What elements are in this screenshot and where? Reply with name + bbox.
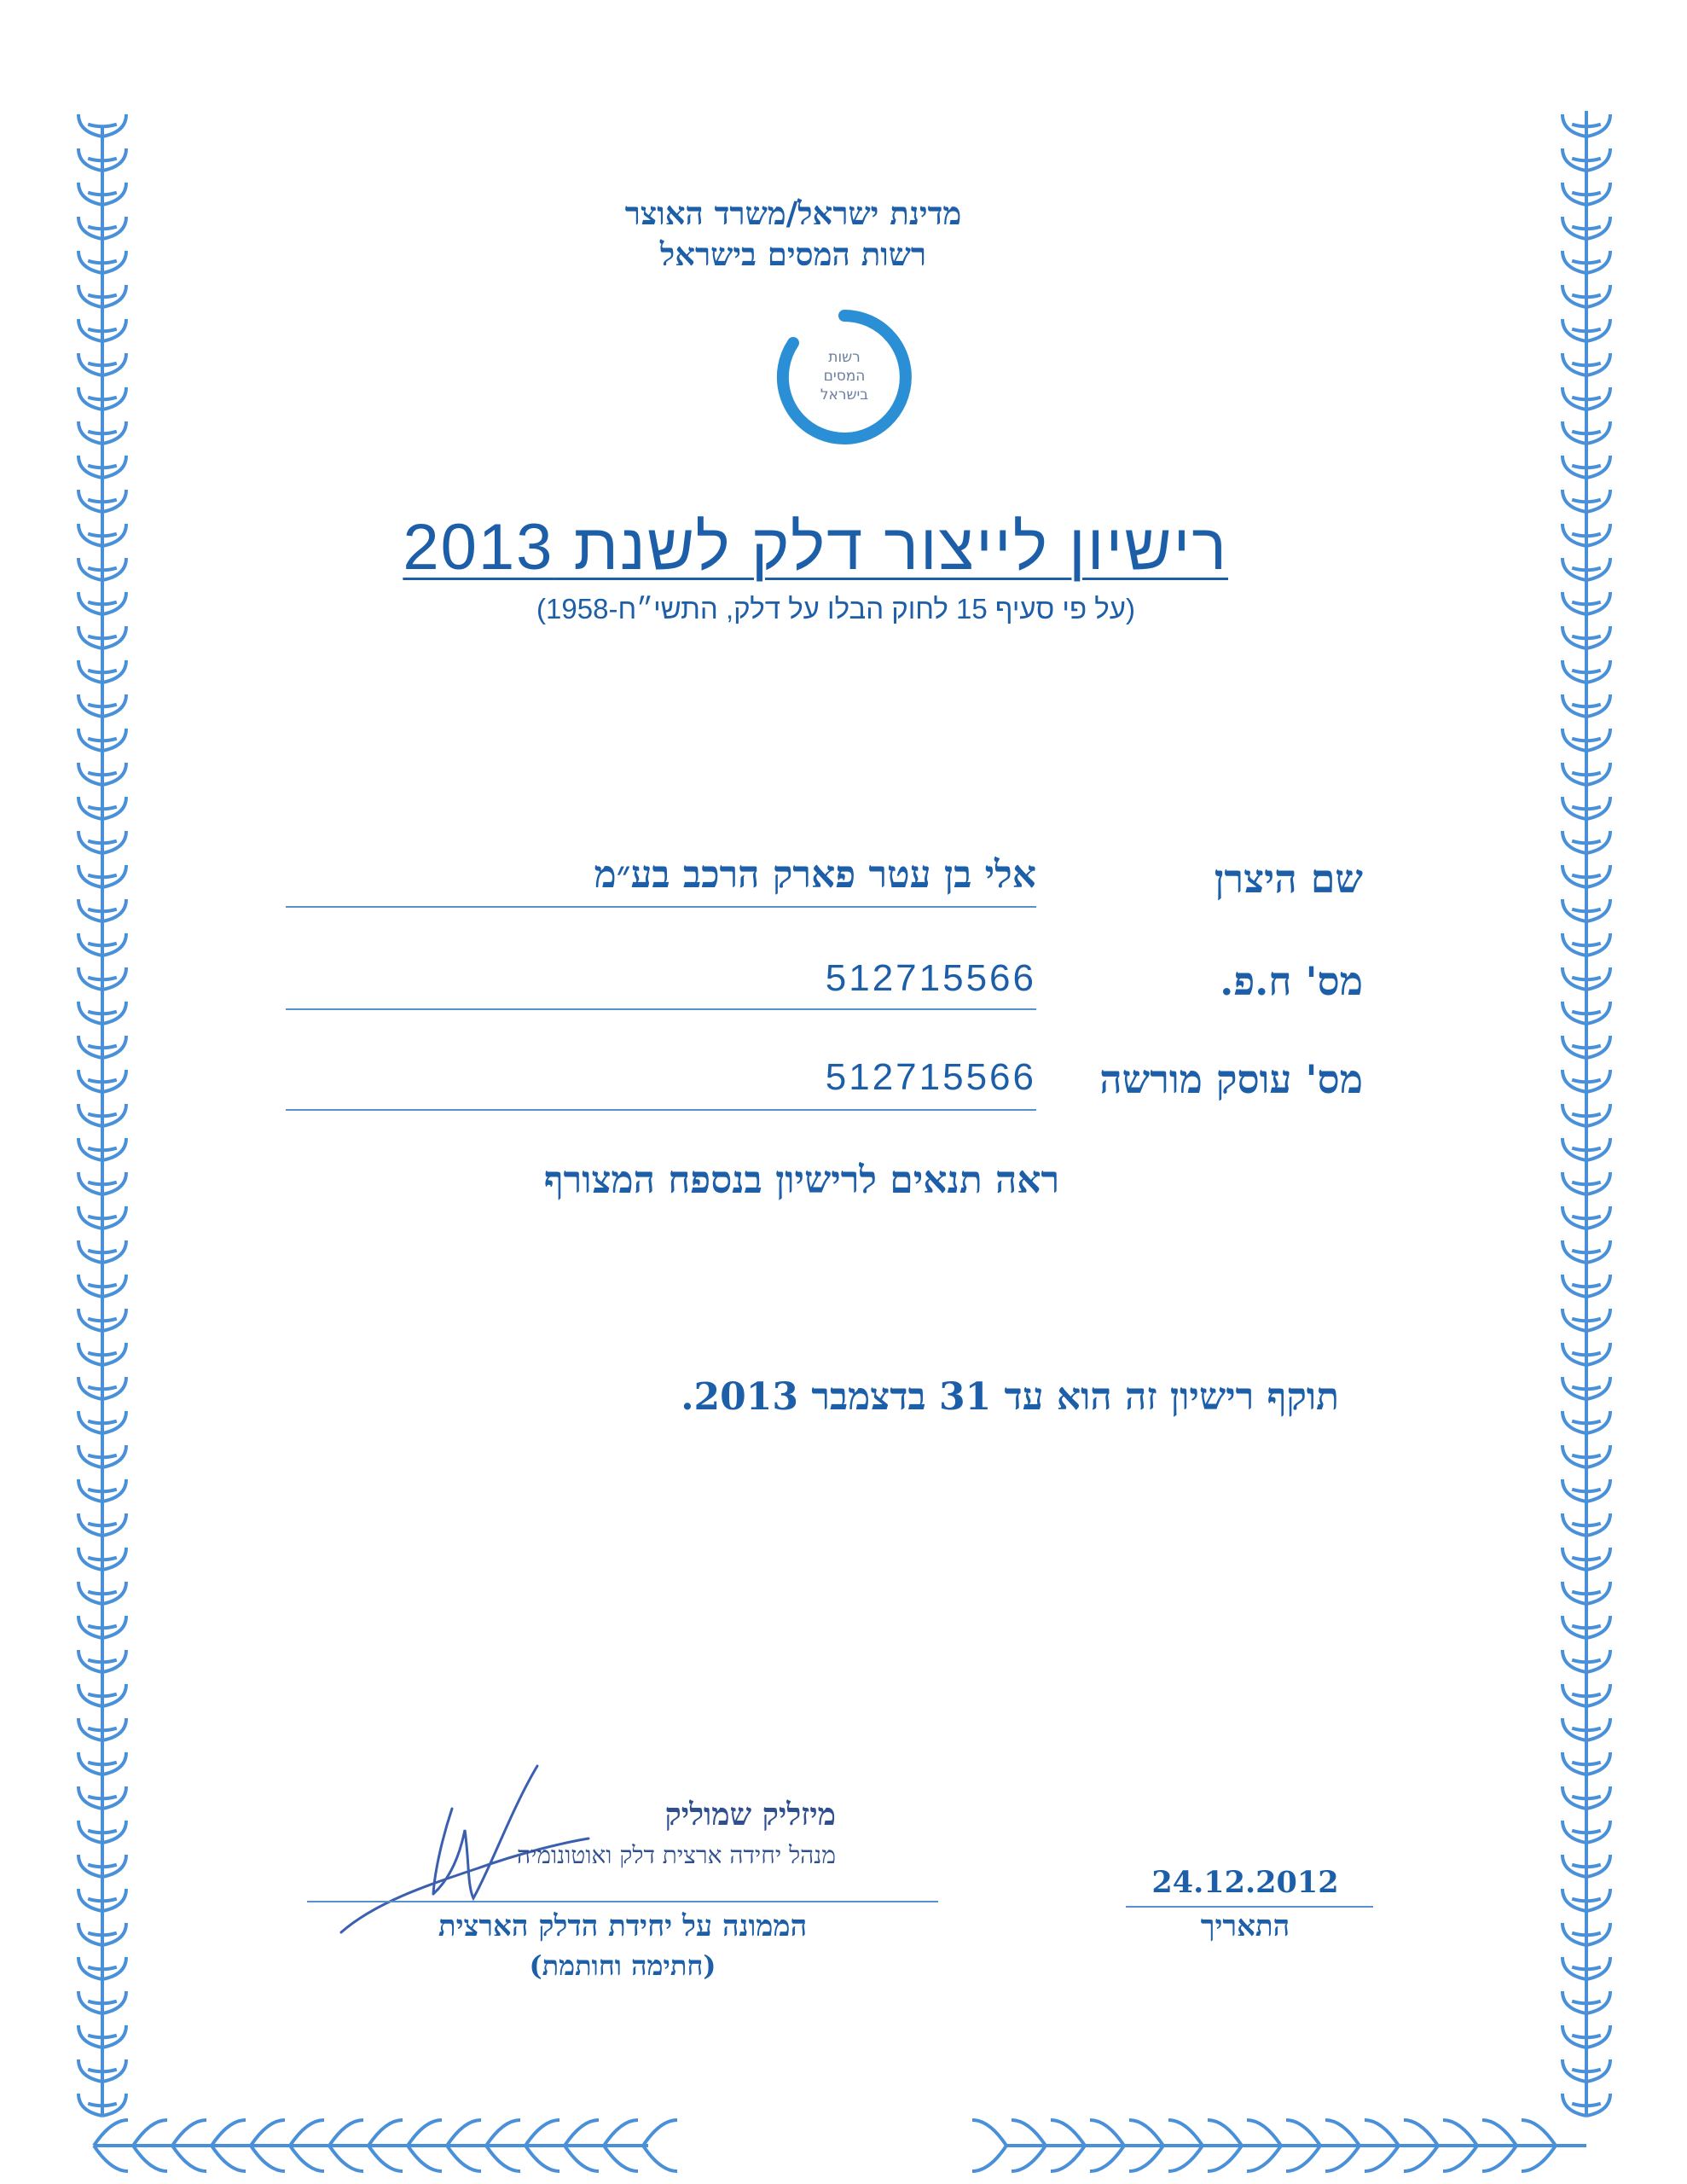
stamp-name: מיזליק שמוליק <box>664 1797 836 1833</box>
authority-header: רשות המסים בישראל <box>659 235 927 273</box>
tax-authority-logo <box>776 309 913 445</box>
date-label: התאריך <box>1200 1909 1290 1943</box>
bottom-left-laurel <box>94 2120 677 2171</box>
dealer-number-underline <box>286 1109 1036 1111</box>
signature-role: הממונה על יחידת הדלק הארצית <box>438 1909 808 1943</box>
signature-subcaption: (חתימה וחותמת) <box>529 1949 716 1982</box>
logo-text-1: רשות <box>828 349 861 366</box>
laurel-leaf <box>972 2120 1006 2171</box>
conditions-note: ראה תנאים לרישיון בנספח המצורף <box>543 1159 1060 1202</box>
dealer-number-label: מס' עוסק מורשה <box>1099 1056 1363 1102</box>
company-number-underline <box>286 1008 1036 1010</box>
license-title: רישיון לייצור דלק לשנת 2013 <box>403 511 1228 584</box>
validity-note: תוקף רישיון זה הוא עד 31 בדצמבר 2013. <box>681 1375 1339 1419</box>
company-number-label: מס' ח.פ. <box>1220 958 1363 1004</box>
date-underline <box>1126 1906 1373 1908</box>
manufacturer-name-underline <box>286 906 1036 908</box>
signature-line <box>307 1901 938 1902</box>
left-laurel-vine <box>78 114 126 2116</box>
license-subtitle: (על פי סעיף 15 לחוק הבלו על דלק, התשי״ח-1958) <box>536 593 1135 624</box>
logo-text-3: בישראל <box>820 386 869 404</box>
company-number-value: 512715566 <box>825 957 1036 999</box>
manufacturer-name-label: שם היצרן <box>1214 856 1363 902</box>
stamp-role: מנהל יחידה ארצית דלק ואוטונומיה <box>516 1841 836 1869</box>
date-value: 24.12.2012 <box>1151 1865 1339 1900</box>
right-laurel-vine <box>1562 111 1610 2116</box>
bottom-right-laurel <box>972 2120 1586 2171</box>
manufacturer-name-value: אלי בן עטר פארק הרכב בע״מ <box>594 853 1036 897</box>
dealer-number-value: 512715566 <box>825 1056 1036 1098</box>
ministry-header: מדינת ישראל/משרד האוצר <box>624 195 962 232</box>
logo-text-2: המסים <box>823 368 866 385</box>
